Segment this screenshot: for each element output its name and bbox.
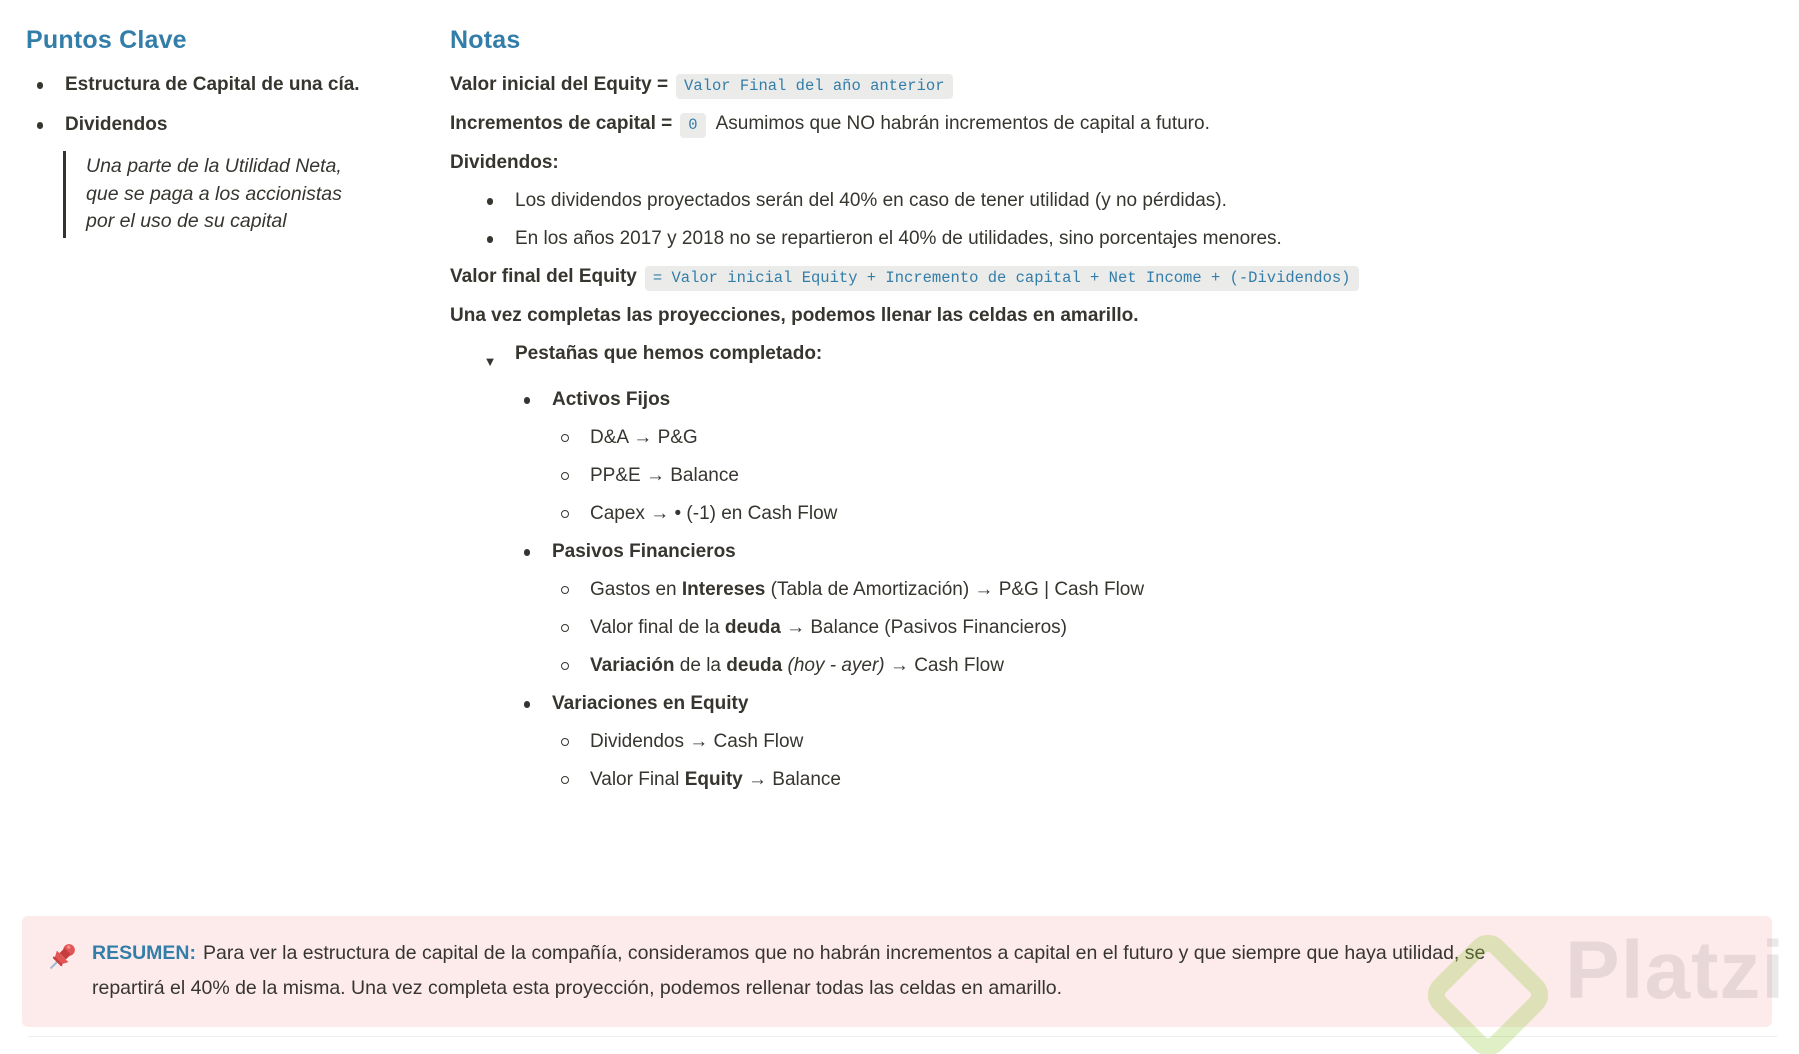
bullet-icon [487, 236, 494, 243]
inline-code: 0 [680, 113, 705, 138]
open-bullet-icon [561, 434, 569, 442]
open-bullet-icon [561, 472, 569, 480]
list-item [450, 690, 1790, 718]
bullet-icon [487, 198, 494, 205]
bullet-icon [37, 122, 44, 129]
list-item-label: Los dividendos proyectados serán del 40% en caso de tener utilidad (y no pérdidas). [515, 190, 1227, 211]
list-item [450, 728, 1790, 756]
inline-code: Valor Final del año anterior [676, 74, 952, 99]
toggle-row [450, 340, 1790, 376]
open-bullet-icon [561, 510, 569, 518]
note-line [450, 263, 1790, 292]
note-text: Asumimos que NO habrán incrementos de capital a futuro. [715, 113, 1210, 134]
open-bullet-icon [561, 662, 569, 670]
note-label: Valor inicial del Equity = [450, 74, 669, 95]
list-item-label: Valor final de la deuda → Balance (Pasivos Financieros) [590, 617, 1067, 638]
bullet-icon [37, 82, 44, 89]
summary-body: Para ver la estructura de capital de la compañía, consideramos que no habrán incrementos a capital en el futuro y que siempre que haya utilidad, se repartirá el 40% de la misma. Una vez completa esta proyección, podemos rellenar todas las celdas en amarillo. [92, 942, 1486, 999]
quote-block [63, 151, 374, 238]
list-item [450, 500, 1790, 528]
summary-text [92, 936, 1507, 1027]
list-item-label: PP&E → Balance [590, 465, 739, 486]
note-line: Dividendos: [450, 152, 559, 173]
list-item [450, 386, 1790, 414]
list-item-label: Valor Final Equity → Balance [590, 769, 841, 790]
list-item-label: Gastos en Intereses (Tabla de Amortización) → P&G | Cash Flow [590, 579, 1145, 600]
pushpin-icon [44, 938, 80, 976]
notas-section [450, 26, 1790, 804]
puntos-clave-section [26, 26, 436, 238]
toggle-arrow-icon[interactable]: ▼ [483, 354, 497, 369]
list-item [450, 225, 1790, 253]
open-bullet-icon [561, 586, 569, 594]
list-item-label: En los años 2017 y 2018 no se repartieron el 40% de utilidades, sino porcentajes menores. [515, 228, 1282, 249]
list-item [26, 71, 436, 99]
note-label: Valor final del Equity [450, 266, 637, 287]
notas-heading: Notas [450, 26, 521, 54]
list-item [450, 652, 1790, 680]
list-item [450, 187, 1790, 215]
summary-callout [22, 916, 1772, 1027]
toggle-label: Pestañas que hemos completado: [515, 343, 823, 364]
list-item [450, 576, 1790, 604]
list-item-label: Variaciones en Equity [552, 693, 749, 714]
quote-text: Una parte de la Utilidad Neta, que se paga a los accionistas por el uso de su capital [86, 155, 342, 232]
note-label: Incrementos de capital = [450, 113, 673, 134]
note-line [450, 110, 1790, 139]
list-item [450, 424, 1790, 452]
list-item-label: Dividendos → Cash Flow [590, 731, 804, 752]
list-item [450, 766, 1790, 794]
list-item [450, 462, 1790, 490]
puntos-clave-heading: Puntos Clave [26, 26, 187, 54]
list-item-label: Estructura de Capital de una cía. [65, 74, 360, 95]
list-item [450, 614, 1790, 642]
open-bullet-icon [561, 776, 569, 784]
list-item-label: Activos Fijos [552, 389, 671, 410]
note-line [450, 71, 1790, 100]
list-item [450, 538, 1790, 566]
open-bullet-icon [561, 738, 569, 746]
bottom-divider [28, 1036, 1777, 1037]
bullet-icon [524, 701, 531, 708]
open-bullet-icon [561, 624, 569, 632]
list-item-label: Dividendos [65, 114, 168, 135]
summary-label: RESUMEN: [92, 942, 197, 964]
note-line: Una vez completas las proyecciones, podemos llenar las celdas en amarillo. [450, 305, 1139, 326]
inline-code: = Valor inicial Equity + Incremento de capital + Net Income + (-Dividendos) [645, 266, 1359, 291]
list-item-label: Capex → • (-1) en Cash Flow [590, 503, 838, 524]
list-item [26, 111, 436, 139]
bullet-icon [524, 549, 531, 556]
list-item-label: Pasivos Financieros [552, 541, 736, 562]
bullet-icon [524, 397, 531, 404]
list-item-label: D&A → P&G [590, 427, 698, 448]
list-item-label: Variación de la deuda (hoy - ayer) → Cash Flow [590, 655, 1004, 676]
